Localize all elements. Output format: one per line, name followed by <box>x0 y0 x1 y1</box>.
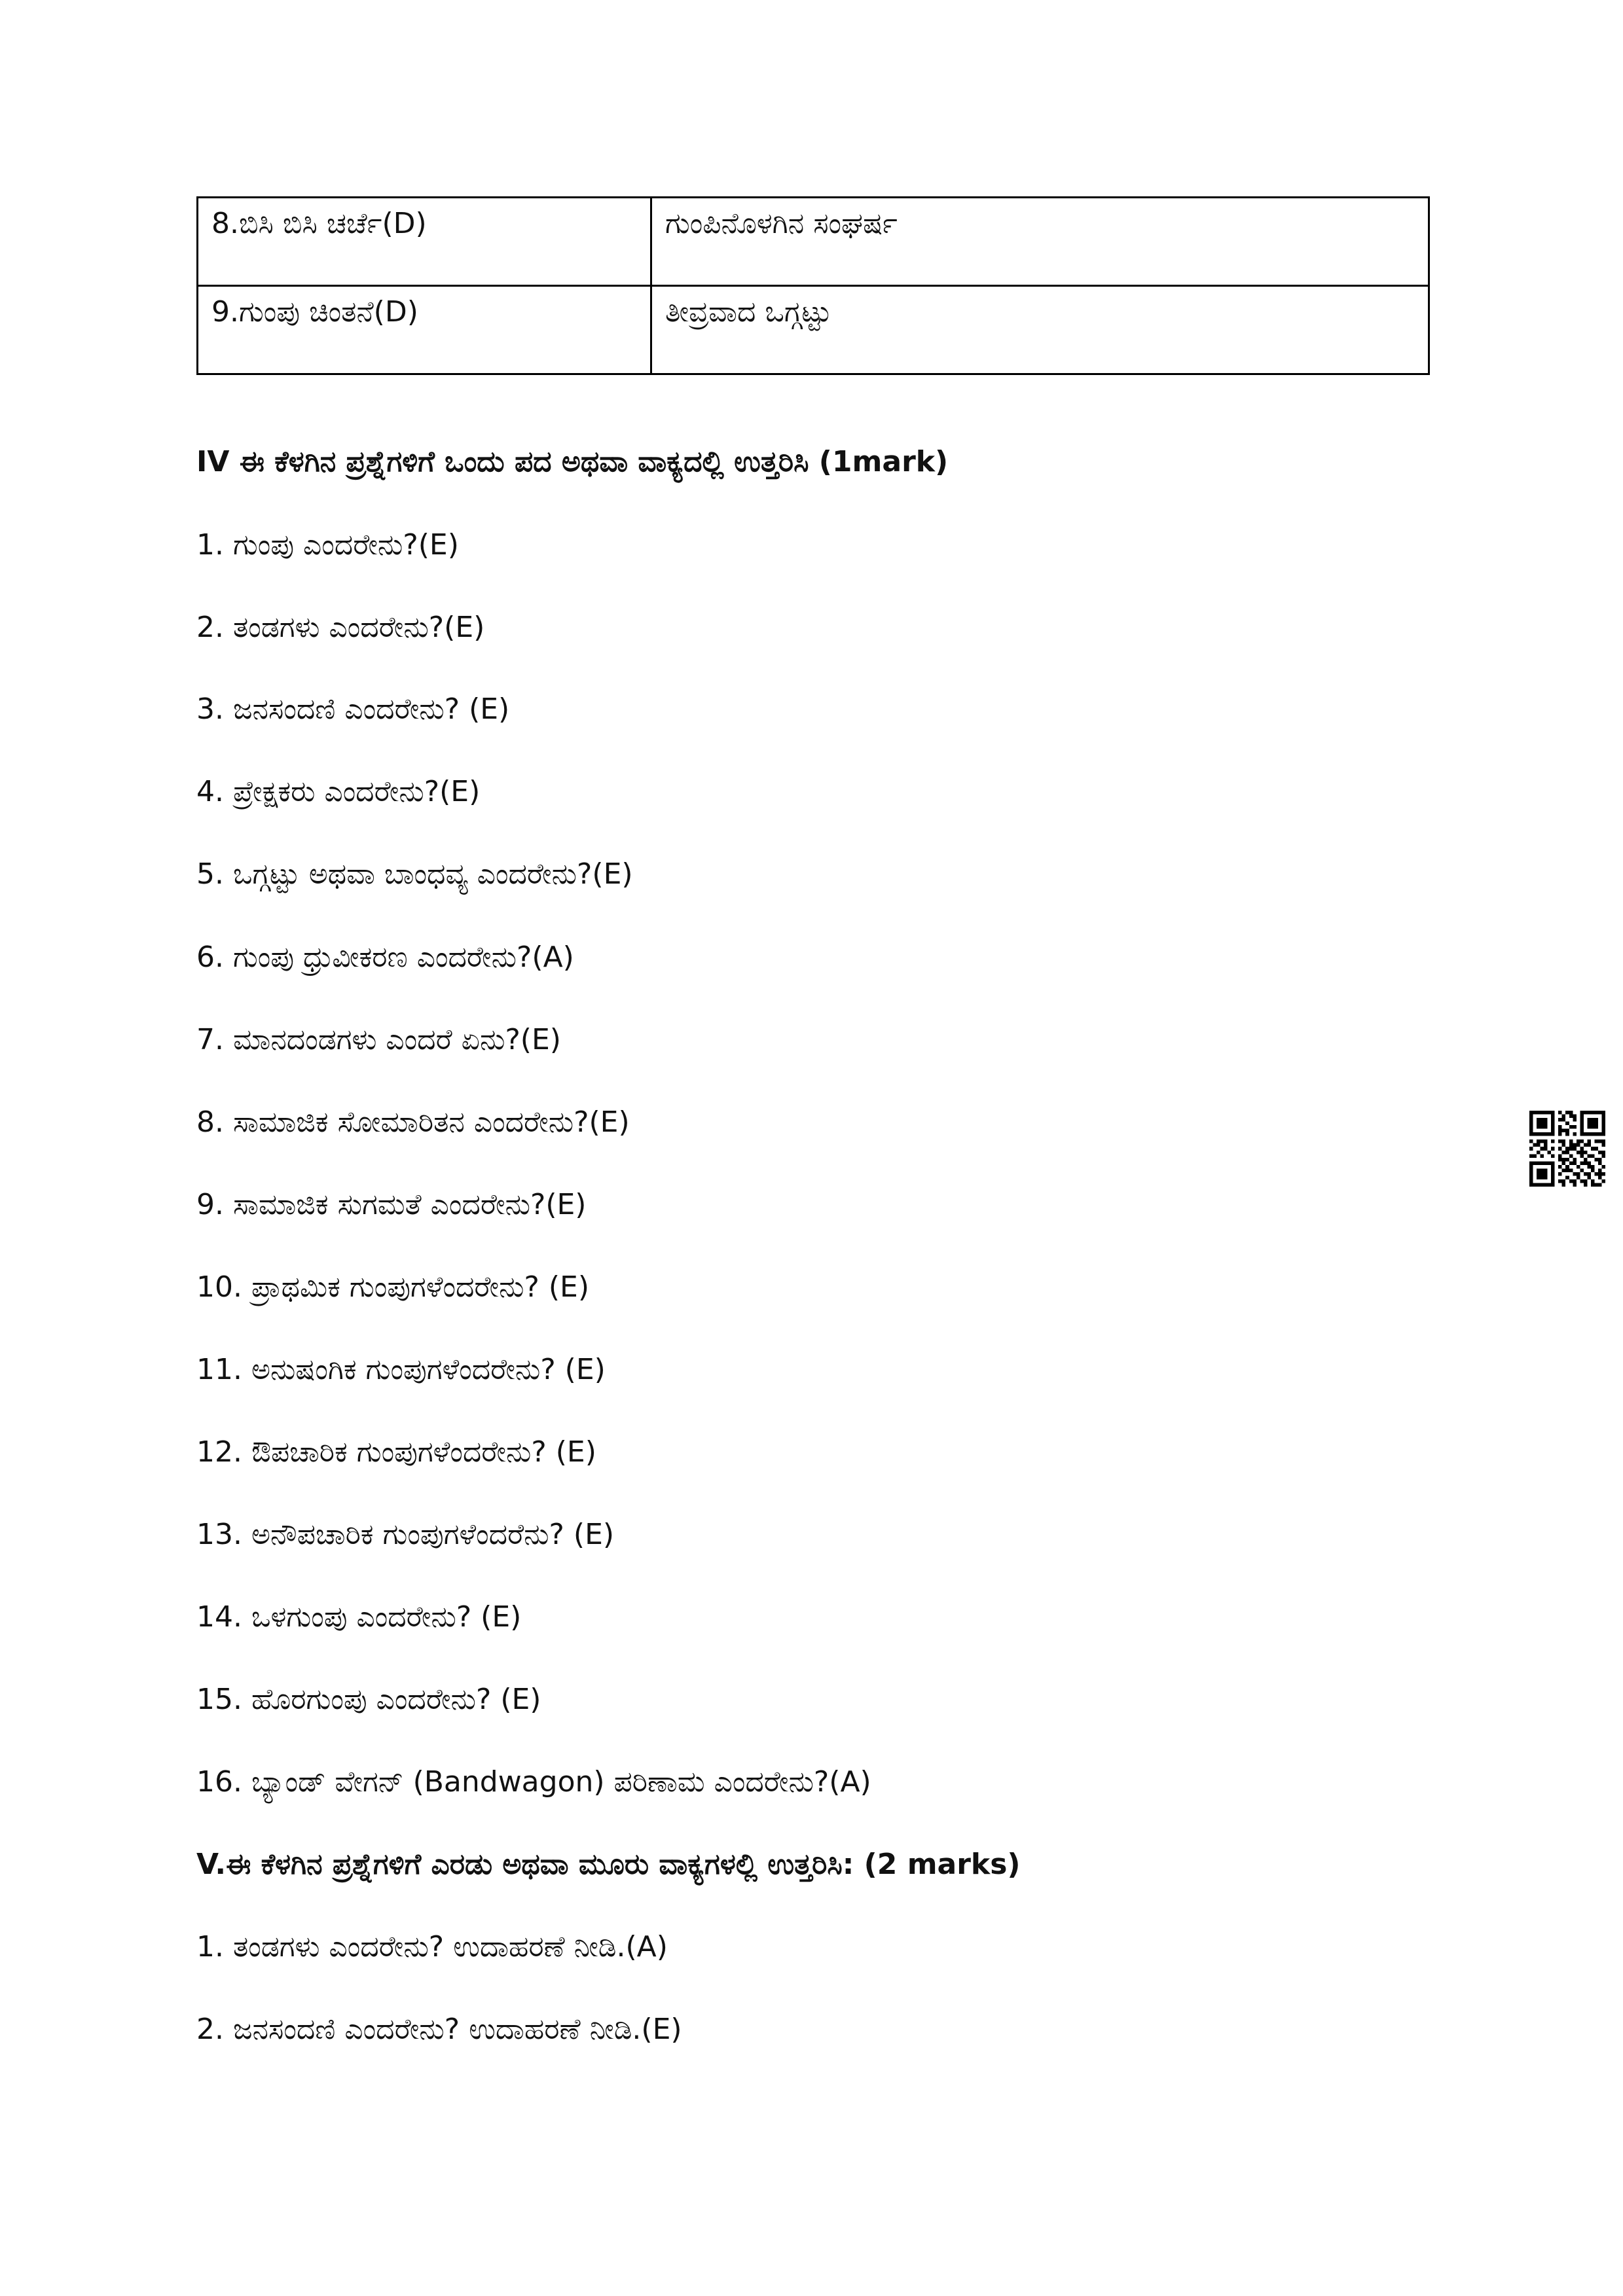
question-item: 3. ಜನಸಂದಣಿ ಎಂದರೇನು? (E) <box>196 692 510 726</box>
question-item: 9. ಸಾಮಾಜಿಕ ಸುಗಮತೆ ಎಂದರೇನು?(E) <box>196 1188 587 1221</box>
question-item: 1. ಗುಂಪು ಎಂದರೇನು?(E) <box>196 528 459 562</box>
table-cell-term: 9.ಗುಂಪು ಚಿಂತನೆ(D) <box>198 286 651 374</box>
section-v-heading: V.ಈ ಕೆಳಗಿನ ಪ್ರಶ್ನೆಗಳಿಗೆ ಎರಡು ಅಥವಾ ಮೂರು ವಾಕ್ಯಗಳಲ್ಲಿ ಉತ್ತರಿಸಿ: (2 marks) <box>196 1848 1021 1881</box>
question-item: 12. ಔಪಚಾರಿಕ ಗುಂಪುಗಳೆಂದರೇನು? (E) <box>196 1435 596 1469</box>
question-item: 4. ಪ್ರೇಕ್ಷಕರು ಎಂದರೇನು?(E) <box>196 775 481 808</box>
question-item: 11. ಅನುಷಂಗಿಕ ಗುಂಪುಗಳೆಂದರೇನು? (E) <box>196 1353 606 1386</box>
table-cell-match: ತೀವ್ರವಾದ ಒಗ್ಗಟ್ಟು <box>651 286 1429 374</box>
question-item: 15. ಹೊರಗುಂಪು ಎಂದರೇನು? (E) <box>196 1683 541 1716</box>
question-item: 5. ಒಗ್ಗಟ್ಟು ಅಥವಾ ಬಾಂಧವ್ಯ ಎಂದರೇನು?(E) <box>196 857 633 891</box>
table-cell-match: ಗುಂಪಿನೊಳಗಿನ ಸಂಘರ್ಷ <box>651 198 1429 286</box>
table-row <box>198 286 1429 374</box>
question-item: 13. ಅನೌಪಚಾರಿಕ ಗುಂಪುಗಳೆಂದರೆನು? (E) <box>196 1518 615 1551</box>
matching-table <box>196 196 1430 375</box>
question-item: 8. ಸಾಮಾಜಿಕ ಸೋಮಾರಿತನ ಎಂದರೇನು?(E) <box>196 1105 630 1139</box>
question-item: 10. ಪ್ರಾಥಮಿಕ ಗುಂಪುಗಳೆಂದರೇನು? (E) <box>196 1270 590 1304</box>
qr-code-icon <box>1529 1111 1605 1187</box>
question-item: 14. ಒಳಗುಂಪು ಎಂದರೇನು? (E) <box>196 1600 522 1634</box>
question-item: 2. ಜನಸಂದಣಿ ಎಂದರೇನು? ಉದಾಹರಣೆ ನೀಡಿ.(E) <box>196 2013 682 2046</box>
question-item: 7. ಮಾನದಂಡಗಳು ಎಂದರೆ ಏನು?(E) <box>196 1023 561 1056</box>
table-row <box>198 198 1429 286</box>
question-item: 6. ಗುಂಪು ಧ್ರುವೀಕರಣ ಎಂದರೇನು?(A) <box>196 941 574 974</box>
section-iv-heading: IV ಈ ಕೆಳಗಿನ ಪ್ರಶ್ನೆಗಳಿಗೆ ಒಂದು ಪದ ಅಥವಾ ವಾಕ್ಯದಲ್ಲಿ ಉತ್ತರಿಸಿ (1mark) <box>196 445 949 478</box>
question-item: 1. ತಂಡಗಳು ಎಂದರೇನು? ಉದಾಹರಣೆ ನೀಡಿ.(A) <box>196 1930 668 1964</box>
question-item: 2. ತಂಡಗಳು ಎಂದರೇನು?(E) <box>196 611 485 644</box>
question-item: 16. ಬ್ಯಾಂಡ್ ವೇಗನ್ (Bandwagon) ಪರಿಣಾಮ ಎಂದರೇನು?(A) <box>196 1765 871 1799</box>
table-cell-term: 8.ಬಿಸಿ ಬಿಸಿ ಚರ್ಚೆ(D) <box>198 198 651 286</box>
